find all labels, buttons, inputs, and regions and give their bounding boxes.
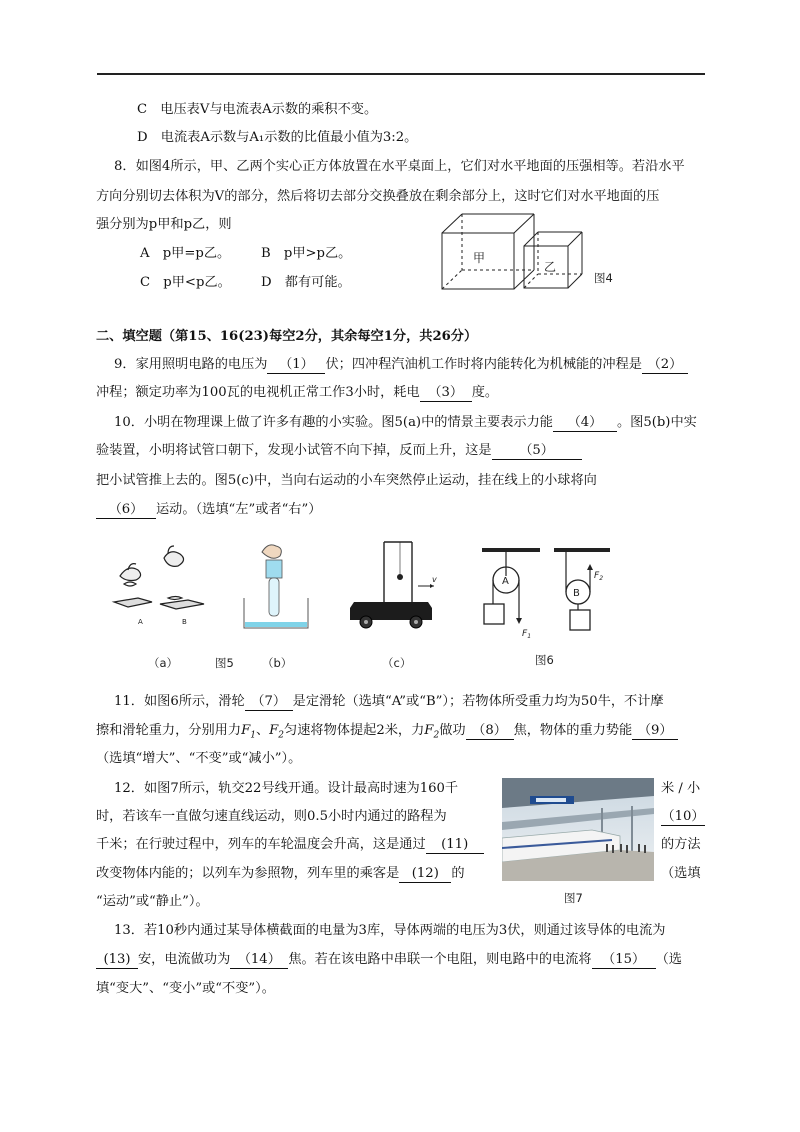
q9-line1 <box>114 355 688 375</box>
q13-blank-13[interactable]: (13) <box>96 951 138 969</box>
q11-blank-8[interactable]: （8） <box>466 722 514 740</box>
q13-blank-15[interactable]: （15） <box>592 951 656 969</box>
q8-stem-line2: 方向分别切去体积为V的部分，然后将切去部分交换叠放在剩余部分上，这时它们对水平地面的压 <box>96 189 660 204</box>
q13-text3: 焦。若在该电路中串联一个电阻，则电路中的电流将 <box>288 952 592 967</box>
figure-5a-label-B: B <box>182 618 187 626</box>
q12-blank-11[interactable]: (11) <box>426 836 484 854</box>
figure-4-cubes <box>440 210 590 292</box>
q10-text3: 验装置，小明将试管口朝下，发现小试管不向下掉，反而上升，这是 <box>96 443 492 458</box>
q9-blank-3[interactable]: （3） <box>420 384 472 402</box>
q11-text3a: 擦和滑轮重力，分别用力 <box>96 723 242 738</box>
q12-line4-right: （选填 <box>661 866 701 881</box>
q11-text3c: 匀速将物体提起2米，力 <box>284 723 425 738</box>
q10-blank-4[interactable]: （4） <box>553 414 617 432</box>
q9-text3: 冲程；额定功率为100瓦的电视机正常工作3小时，耗电 <box>96 385 420 400</box>
figure-7-caption: 图7 <box>564 891 583 905</box>
q12-text4b: 的 <box>451 866 465 881</box>
q9-text4: 度。 <box>471 385 499 400</box>
q10-blank-5[interactable]: （5） <box>492 442 582 460</box>
section-2-heading: 二、填空题（第15、16(23)每空2分，其余每空1分，共26分） <box>96 329 478 344</box>
q9-text1: 9．家用照明电路的电压为 <box>114 357 268 372</box>
q10-line4 <box>96 500 321 520</box>
q11-line1 <box>114 692 664 712</box>
figure-4-label-jia: 甲 <box>473 251 486 265</box>
figure-6-label-A: A <box>502 576 509 587</box>
q11-line2 <box>96 721 678 746</box>
q10-text1: 10．小明在物理课上做了许多有趣的小实验。图5(a)中的情景主要表示力能 <box>114 415 553 430</box>
q13-line2 <box>96 950 682 970</box>
q9-line2 <box>96 383 498 403</box>
figure-5c-label-v: v <box>432 575 437 584</box>
q11-text1: 11．如图6所示，滑轮 <box>114 694 245 709</box>
q10-line1 <box>114 413 697 433</box>
q8-stem-line3: 强分别为p甲和p乙，则 <box>96 217 232 232</box>
figure-5-caption-b: （b） <box>262 656 293 670</box>
figure-4-caption: 图4 <box>594 271 613 285</box>
figure-5b <box>240 538 312 632</box>
q11-blank-9[interactable]: （9） <box>632 722 678 740</box>
q8-option-c: C p甲<p乙。 <box>140 275 231 290</box>
q12-line3 <box>96 835 484 855</box>
q12-line1-right: 米 / 小 <box>661 781 701 796</box>
q11-text2: 是定滑轮（选填“A”或“B”）；若物体所受重力均为50牛，不计摩 <box>292 694 664 709</box>
q11-text3d: 做功 <box>439 723 466 738</box>
q12-line5: “运动”或“静止”）。 <box>96 894 209 909</box>
q13-blank-14[interactable]: （14） <box>230 951 288 969</box>
q8-option-b: B p甲>p乙。 <box>261 246 352 261</box>
q12-blank-10[interactable]: （10） <box>661 809 705 824</box>
figure-6-label-B: B <box>573 588 580 599</box>
q11-text3e: 焦，物体的重力势能 <box>513 723 633 738</box>
figure-6-pulleys <box>476 544 612 644</box>
q11-text3b: 、 <box>255 723 270 738</box>
q13-text4: （选 <box>655 952 682 967</box>
q11-force-f2: $F_2$ <box>269 723 285 741</box>
figure-6-label-F1: $F_1$ <box>522 629 532 640</box>
figure-5c <box>340 536 440 632</box>
q11-force-f2-work: $F_2$ <box>424 723 440 741</box>
figure-6-label-F2: $F_2$ <box>594 571 604 582</box>
q8-option-d: D 都有可能。 <box>261 275 351 290</box>
header-rule <box>97 73 705 75</box>
q12-line3-right: 的方法 <box>661 837 701 852</box>
figure-5-caption: 图5 <box>215 656 234 670</box>
q12-line4 <box>96 864 465 884</box>
q11-blank-7[interactable]: （7） <box>245 693 293 711</box>
q7-option-c: C 电压表V与电流表A示数的乘积不变。 <box>137 102 378 117</box>
q8-stem-line1: 8．如图4所示，甲、乙两个实心正方体放置在水平桌面上，它们对水平地面的压强相等。若沿水平 <box>114 159 685 174</box>
q12-line1: 12．如图7所示，轨交22号线开通。设计最高时速为160千 <box>114 781 459 796</box>
q12-text3: 千米；在行驶过程中，列车的车轮温度会升高，这是通过 <box>96 837 426 852</box>
figure-5-caption-c: （c） <box>382 656 412 670</box>
q10-text5: 运动。（选填“左”或者“右”） <box>156 502 322 517</box>
q9-text2: 伏；四冲程汽油机工作时将内能转化为机械能的冲程是 <box>325 357 642 372</box>
q11-force-f1: $F_1$ <box>241 723 256 741</box>
q10-line2 <box>96 441 582 461</box>
figure-7-photo <box>502 778 654 881</box>
q9-blank-1[interactable]: （1） <box>267 356 325 374</box>
q10-blank-6[interactable]: （6） <box>96 501 156 519</box>
figure-4-label-yi: 乙 <box>544 260 557 274</box>
figure-5a-label-A: A <box>138 618 143 626</box>
q13-text2: 安，电流做功为 <box>138 952 231 967</box>
figure-6-caption: 图6 <box>535 653 554 667</box>
q12-line2-right <box>661 807 705 827</box>
q7-option-d: D 电流表A示数与A₁示数的比值最小值为3:2。 <box>137 130 418 145</box>
q10-text2: 。图5(b)中实 <box>616 415 697 430</box>
q11-line3: （选填“增大”、“不变”或“减小”）。 <box>96 751 302 766</box>
q13-line1: 13．若10秒内通过某导体横截面的电量为3库，导体两端的电压为3伏，则通过该导体的电流为 <box>114 923 666 938</box>
q12-text4: 改变物体内能的；以列车为参照物，列车里的乘客是 <box>96 866 400 881</box>
q10-line3: 把小试管推上去的。图5(c)中，当向右运动的小车突然停止运动，挂在线上的小球将向 <box>96 473 597 488</box>
q8-option-a: A p甲=p乙。 <box>140 246 231 261</box>
q12-blank-12[interactable]: (12) <box>399 865 451 883</box>
figure-5a <box>108 540 208 630</box>
figure-5-caption-a: （a） <box>148 656 179 670</box>
q9-blank-2[interactable]: （2） <box>642 356 688 374</box>
q12-line2: 时，若该车一直做匀速直线运动，则0.5小时内通过的路程为 <box>96 809 447 824</box>
q13-line3: 填“变大”、“变小”或“不变”）。 <box>96 981 275 996</box>
